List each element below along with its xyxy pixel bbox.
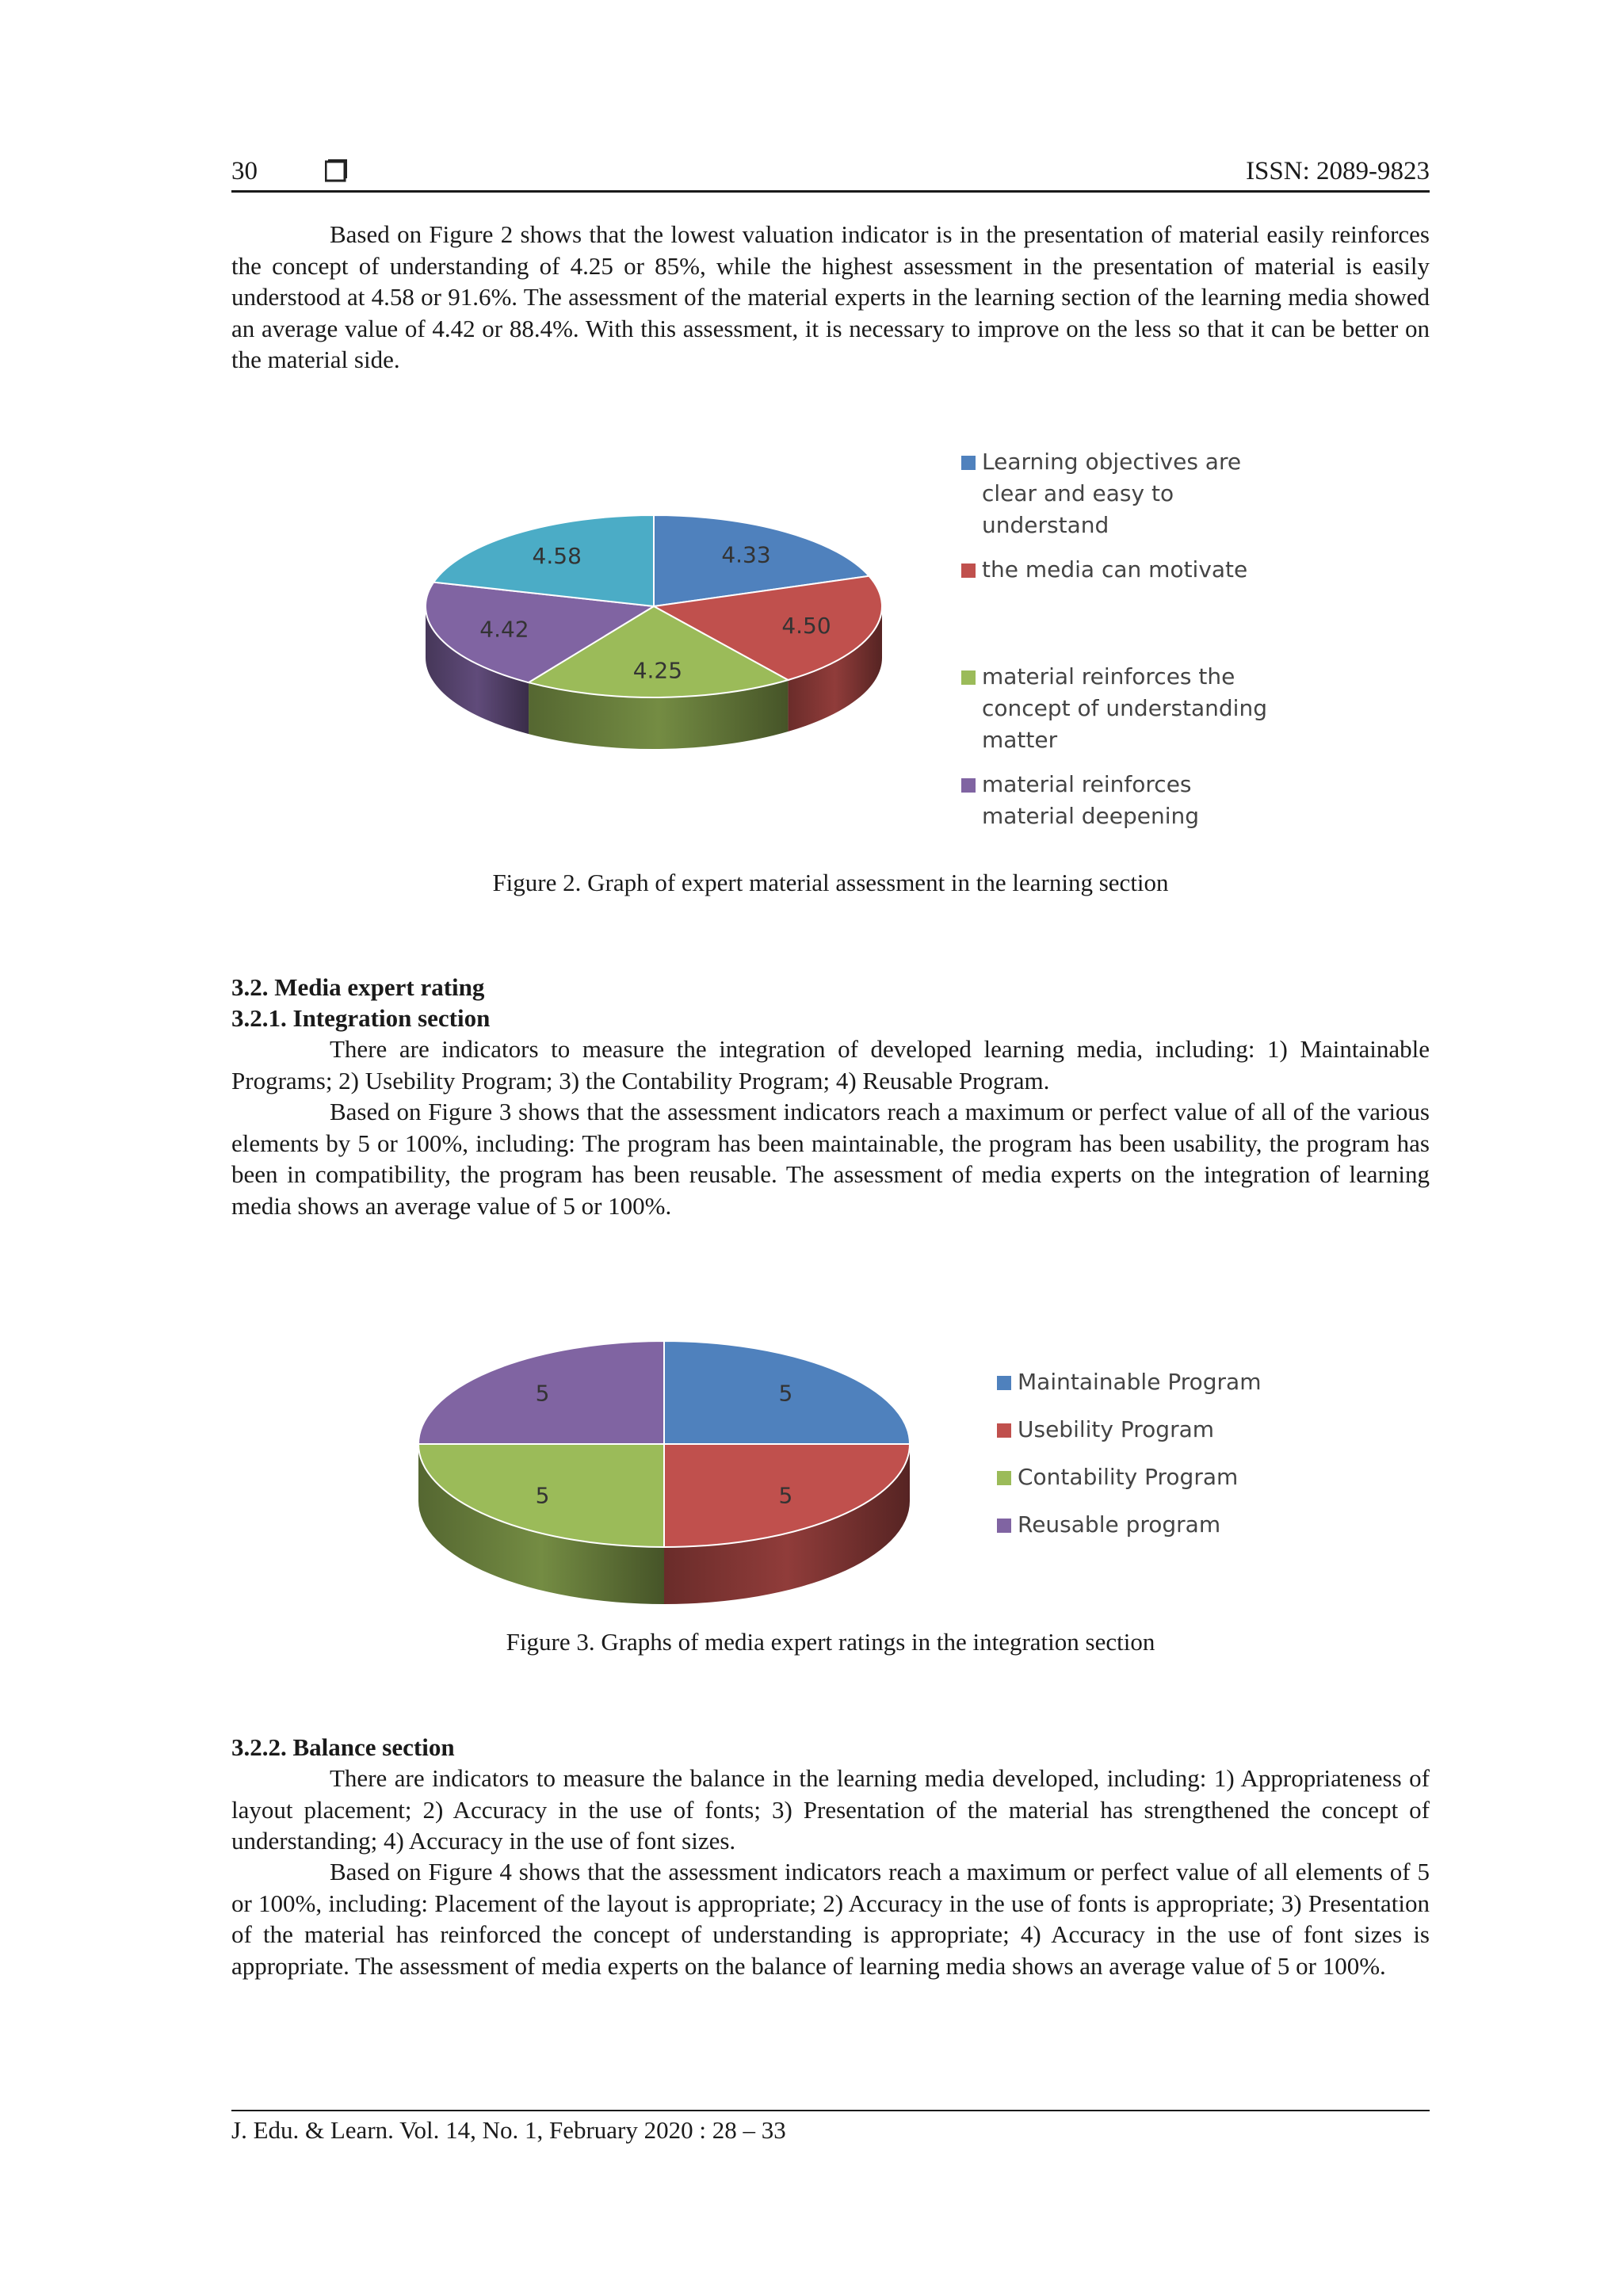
legend-swatch-2 <box>997 1471 1011 1485</box>
square-icon <box>325 159 349 182</box>
legend-label-3: Reusable program <box>1018 1511 1221 1538</box>
paragraph-text: Based on Figure 3 shows that the assessment indicators reach a maximum or perfect value of all of the various elements by 5 or 100%, including: The program has been maintainable, the program has been usability, the program has been in compatibility, the program has been reusable. The assessment of media experts on the integration of learning media shows an average value of 5 or 100%. <box>231 1098 1430 1220</box>
legend-label-0: understand <box>982 512 1109 538</box>
legend-label-0: clear and easy to <box>982 480 1174 506</box>
issn: ISSN: 2089-9823 <box>1246 157 1430 185</box>
legend-label-0: Learning objectives are <box>982 449 1242 475</box>
section-heading-3-2-2: 3.2.2. Balance section <box>231 1733 455 1761</box>
data-label-2: 5 <box>535 1482 550 1509</box>
legend-swatch-1 <box>961 563 976 578</box>
paragraph-text: There are indicators to measure the integration of developed learning media, including: 1) Maintainable Programs; 2) Usebility Program; 3) the Contability Program; 4) Reusable Program. <box>231 1035 1430 1095</box>
page-footer: J. Edu. & Learn. Vol. 14, No. 1, February 2020 : 28 – 33 <box>231 2116 786 2144</box>
legend-label-3: material reinforces <box>982 771 1192 797</box>
figure-3-pie-chart <box>0 1268 1623 1601</box>
paragraph-integration-indicators <box>231 1033 1430 1096</box>
page-header <box>231 155 1430 193</box>
legend-label-2: matter <box>982 727 1058 753</box>
legend-label-2: Contability Program <box>1018 1464 1239 1490</box>
figure-2-caption: Figure 2. Graph of expert material assessment in the learning section <box>492 869 1169 896</box>
legend-label-3: material deepening <box>982 803 1200 829</box>
footer-rule <box>231 2110 1430 2111</box>
page-number: 30 <box>231 157 258 185</box>
paragraph-fig3-discussion <box>231 1096 1430 1221</box>
paragraph-fig2-discussion <box>231 219 1430 376</box>
legend-swatch-3 <box>997 1519 1011 1533</box>
legend-swatch-1 <box>997 1423 1011 1438</box>
legend-swatch-2 <box>961 670 976 685</box>
data-label-0: 5 <box>778 1380 793 1407</box>
legend-label-0: Maintainable Program <box>1018 1369 1262 1395</box>
section-heading-3-2-1: 3.2.1. Integration section <box>231 1004 491 1032</box>
paragraph-fig4-discussion <box>231 1856 1430 1981</box>
data-label-0: 4.33 <box>721 541 771 568</box>
legend-label-1: Usebility Program <box>1018 1416 1215 1442</box>
legend-label-2: concept of understanding <box>982 695 1267 721</box>
data-label-3: 4.42 <box>479 616 529 643</box>
paragraph-text: Based on Figure 2 shows that the lowest valuation indicator is in the presentation of material easily reinforces the concept of understanding of 4.25 or 85%, while the highest assessment in the presentation of material is easily understood at 4.58 or 91.6%. The assessment of the material experts in the learning section of the learning media showed an average value of 4.42 or 88.4%. With this assessment, it is necessary to improve on the less so that it can be better on the material side. <box>231 220 1430 373</box>
section-heading-3-2: 3.2. Media expert rating <box>231 973 485 1001</box>
data-label-1: 4.50 <box>781 612 831 639</box>
legend-swatch-3 <box>961 778 976 793</box>
legend-swatch-0 <box>961 456 976 470</box>
data-label-4: 4.58 <box>532 542 582 569</box>
header-rule <box>231 190 1430 193</box>
data-label-2: 4.25 <box>632 657 683 684</box>
legend-swatch-0 <box>997 1376 1011 1390</box>
paragraph-text: Based on Figure 4 shows that the assessment indicators reach a maximum or perfect value of all elements of 5 or 100%, including: Placement of the layout is appropriate; 2) Accuracy in the use of fonts is appropriate; 3) Presentation of the material has reinforced the concept of understanding is appropriate; 4) Accuracy in the use of font sizes is appropriate. The assessment of media experts on the balance of learning media shows an average value of 5 or 100%. <box>231 1858 1430 1980</box>
data-label-1: 5 <box>778 1482 793 1509</box>
paragraph-text: There are indicators to measure the balance in the learning media developed, including: 1) Appropriateness of layout placement; 2) Accuracy in the use of fonts; 3) Presentation of the material has strengthened the concept of understanding; 4) Accuracy in the use of font sizes. <box>231 1764 1430 1855</box>
figure-2-pie-chart <box>0 428 1623 848</box>
data-label-3: 5 <box>535 1380 550 1407</box>
paragraph-balance-indicators <box>231 1763 1430 1857</box>
legend-label-1: the media can motivate <box>982 556 1248 583</box>
figure-3-caption: Figure 3. Graphs of media expert ratings in the integration section <box>506 1628 1155 1656</box>
legend-label-2: material reinforces the <box>982 663 1235 690</box>
